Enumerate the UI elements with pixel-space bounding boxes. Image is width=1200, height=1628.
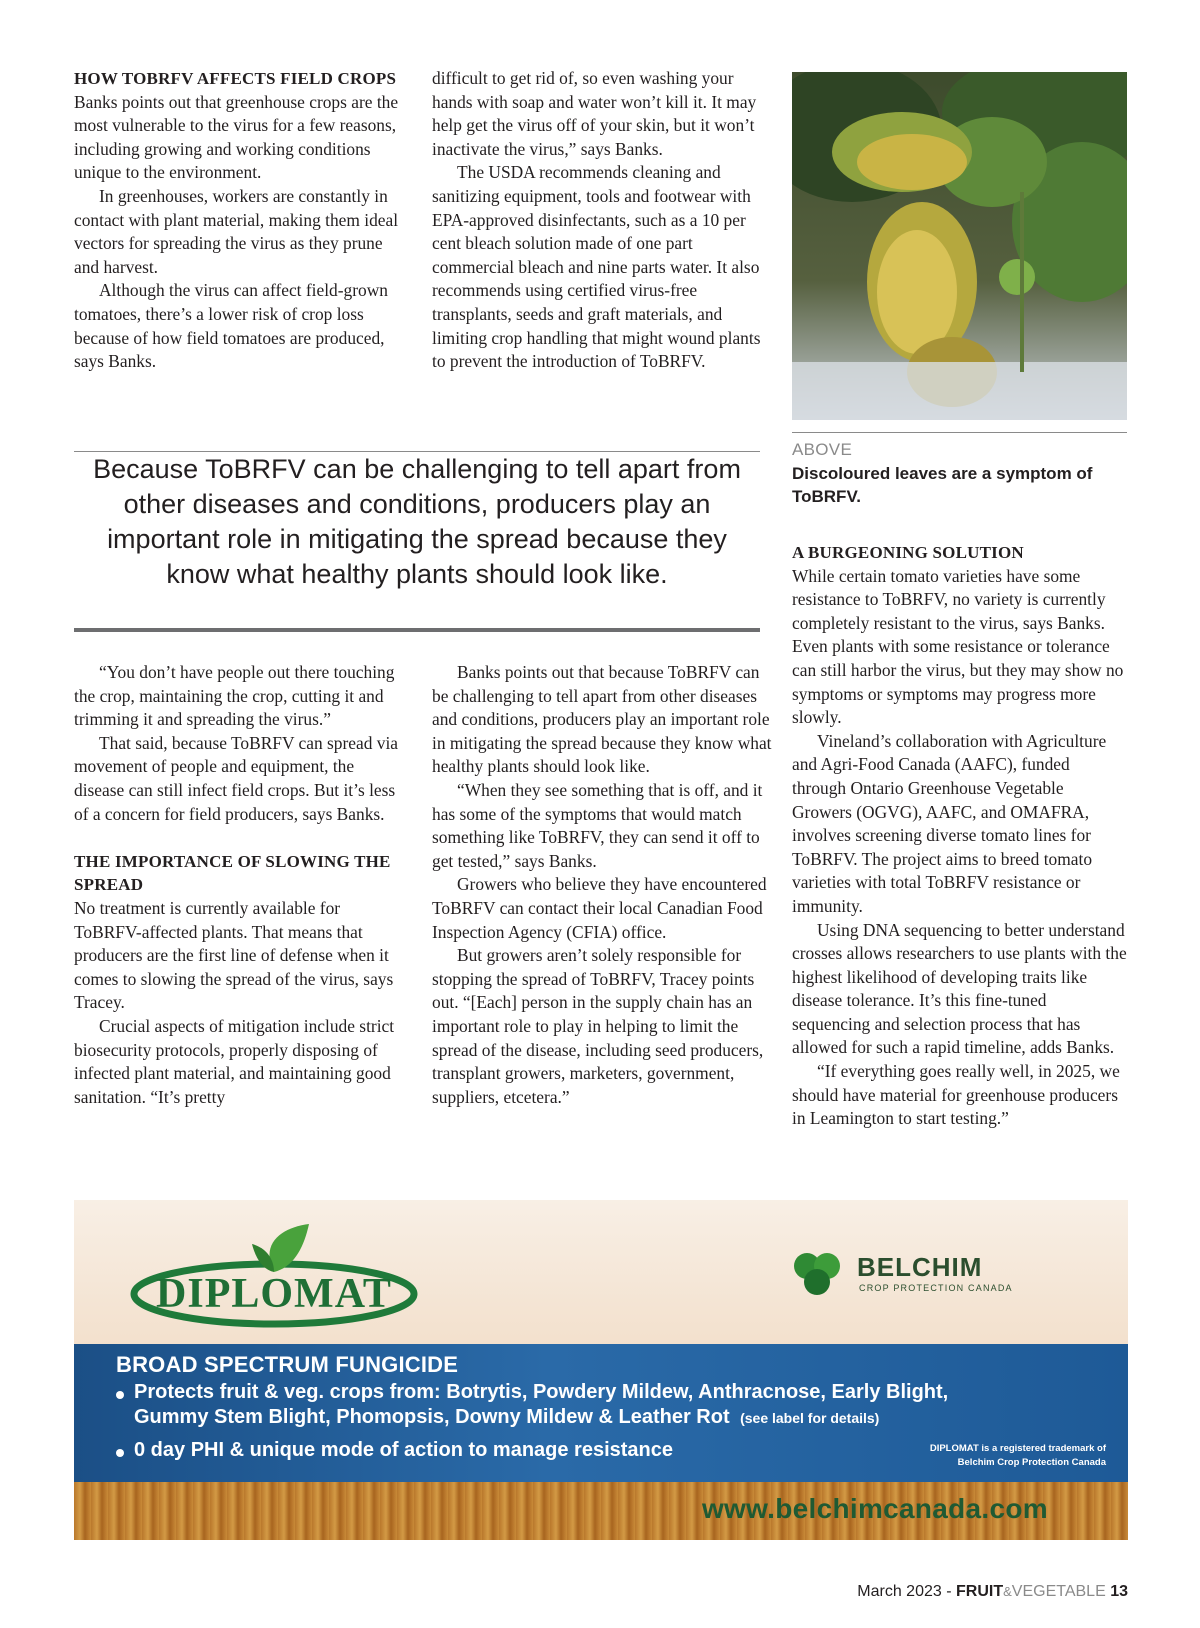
paragraph: While certain tomato varieties have some resistance to ToBRFV, no variety is currently completely resistant to the virus, says Banks. Even plants with some resistance or tolerance can still harbor the virus, but they may show no symptoms or symptoms may progress more slowly. (792, 565, 1124, 728)
ad-bullet-2: 0 day PHI & unique mode of action to manage resistance (134, 1439, 674, 1461)
section-heading: A BURGEONING SOLUTION (792, 543, 1024, 562)
caption-kicker: ABOVE (792, 440, 853, 459)
magazine-ampersand: & (1003, 1584, 1012, 1599)
clover-icon (789, 1250, 847, 1296)
ad-bullet-1-continued (134, 1406, 879, 1429)
paragraph: Crucial aspects of mitigation include strict biosecurity protocols, properly disposing of infected plant material, and maintaining good sanitation. “It’s pretty (74, 1015, 395, 1107)
section-heading: HOW TOBRFV AFFECTS FIELD CROPS (74, 69, 397, 88)
paragraph: Growers who believe they have encountered ToBRFV can contact their local Canadian Food Inspection Agency (CFIA) office. (432, 874, 767, 942)
paragraph: But growers aren’t solely responsible for stopping the spread of ToBRFV, Tracey points out. “[Each] person in the supply chain has an important role to play in helping to limit the spread of the disease, including seed producers, transplant growers, marketers, government, suppliers, etcetera.” (432, 945, 764, 1107)
ad-trademark-2: Belchim Crop Protection Canada (957, 1457, 1106, 1468)
paragraph: “If everything goes really well, in 2025, we should have material for greenhouse producers in Leamington to start testing.” (792, 1061, 1120, 1129)
belchim-logo (789, 1250, 1029, 1300)
pull-quote-bottom-rule (74, 628, 760, 632)
paragraph: That said, because ToBRFV can spread via movement of people and equipment, the disease can still infect field crops. But it’s less of a concern for field producers, says Banks. (74, 732, 399, 824)
paragraph: “You don’t have people out there touching the crop, maintaining the crop, cutting it and trimming it and spreading the virus.” (74, 662, 395, 730)
caption-divider (792, 432, 1127, 433)
issue-date: March 2023 - (857, 1583, 952, 1600)
article-column-3 (74, 661, 404, 1109)
article-column-2 (432, 67, 772, 374)
paragraph: No treatment is currently available for ToBRFV-affected plants. That means that producers are the first line of defense when it comes to slowing the spread of the virus, says Tracey. (74, 897, 394, 1013)
ad-bullet-1: Protects fruit & veg. crops from: Botrytis, Powdery Mildew, Anthracnose, Early Blight, (134, 1381, 949, 1403)
ad-trademark-1: DIPLOMAT is a registered trademark of (929, 1443, 1106, 1454)
ad-website-link[interactable]: www.belchimcanada.com (701, 1493, 1048, 1524)
page-footer (857, 1583, 1128, 1601)
bullet-icon (116, 1391, 124, 1399)
ad-headline: BROAD SPECTRUM FUNGICIDE (116, 1352, 459, 1377)
photo-caption: Discoloured leaves are a symptom of ToBRFV. (792, 464, 1093, 506)
paragraph: Vineland’s collaboration with Agriculture and Agri-Food Canada (AAFC), funded through Ontario Greenhouse Vegetable Growers (OGVG), AAFC, and OMAFRA, involves screening diverse tomato lines for ToBRFV. The project aims to breed tomato varieties with total ToBRFV resistance or immunity. (792, 730, 1107, 916)
paragraph: The USDA recommends cleaning and sanitizing equipment, tools and footwear with EPA-approved disinfectants, such as a 10 per cent bleach solution made of one part commercial bleach and nine parts water. It also recommends using certified virus-free transplants, seeds and graft materials, and limiting crop handling that might wound plants to prevent the introduction of ToBRFV. (432, 162, 761, 372)
article-column-5 (792, 541, 1127, 1131)
magazine-name: FRUIT (956, 1583, 1004, 1600)
paragraph: difficult to get rid of, so even washing your hands with soap and water won’t kill it. It may help get the virus off of your skin, but it won’t inactivate the virus,” says Banks. (432, 68, 757, 159)
paragraph: Using DNA sequencing to better understand crosses allows researchers to use plants with the highest likelihood of developing traits like disease tolerance. It’s this fine-tuned sequencing and selection process that has allowed for such a rapid timeline, adds Banks. (792, 919, 1127, 1058)
paragraph: Although the virus can affect field-grown tomatoes, there’s a lower risk of crop loss because of how field tomatoes are produced, says Banks. (74, 280, 388, 372)
diplomat-wordmark: DIPLOMAT (156, 1271, 392, 1317)
belchim-wordmark: BELCHIM (857, 1252, 983, 1282)
ad-bullet-1b: Gummy Stem Blight, Phomopsis, Downy Mildew & Leather Rot (134, 1406, 730, 1428)
diplomat-logo (124, 1222, 424, 1332)
paragraph: “When they see something that is off, and it has some of the symptoms that would match something like ToBRFV, they can send it off to get tested,” says Banks. (432, 779, 763, 871)
ad-info-band (74, 1344, 1128, 1482)
paragraph: Banks points out that because ToBRFV can be challenging to tell apart from other diseases and conditions, producers play an important role in mitigating the spread because they know what healthy plants should look like. (432, 662, 772, 777)
photo-illustration (792, 72, 1127, 420)
article-column-1 (74, 67, 404, 374)
paragraph: Banks points out that greenhouse crops are the most vulnerable to the virus for a few reasons, including growing and working conditions unique to the environment. (74, 91, 399, 183)
section-heading: THE IMPORTANCE OF SLOWING THE SPREAD (74, 851, 391, 895)
article-column-4 (432, 661, 772, 1109)
pull-quote: Because ToBRFV can be challenging to tell apart from other diseases and conditions, producers play an important role in mitigating the spread because they know what healthy plants should look like. (93, 454, 741, 589)
page-number: 13 (1110, 1583, 1128, 1600)
paragraph: In greenhouses, workers are constantly in contact with plant material, making them ideal vectors for spreading the virus as they prune and harvest. (74, 185, 399, 277)
tomato-leaves-photo (792, 72, 1127, 420)
bullet-icon (116, 1449, 124, 1457)
ad-bullet-1-note: (see label for details) (740, 1410, 880, 1426)
magazine-name-2: VEGETABLE (1011, 1583, 1106, 1600)
diplomat-advertisement[interactable] (74, 1200, 1128, 1540)
belchim-subtitle: CROP PROTECTION CANADA (859, 1283, 1013, 1293)
